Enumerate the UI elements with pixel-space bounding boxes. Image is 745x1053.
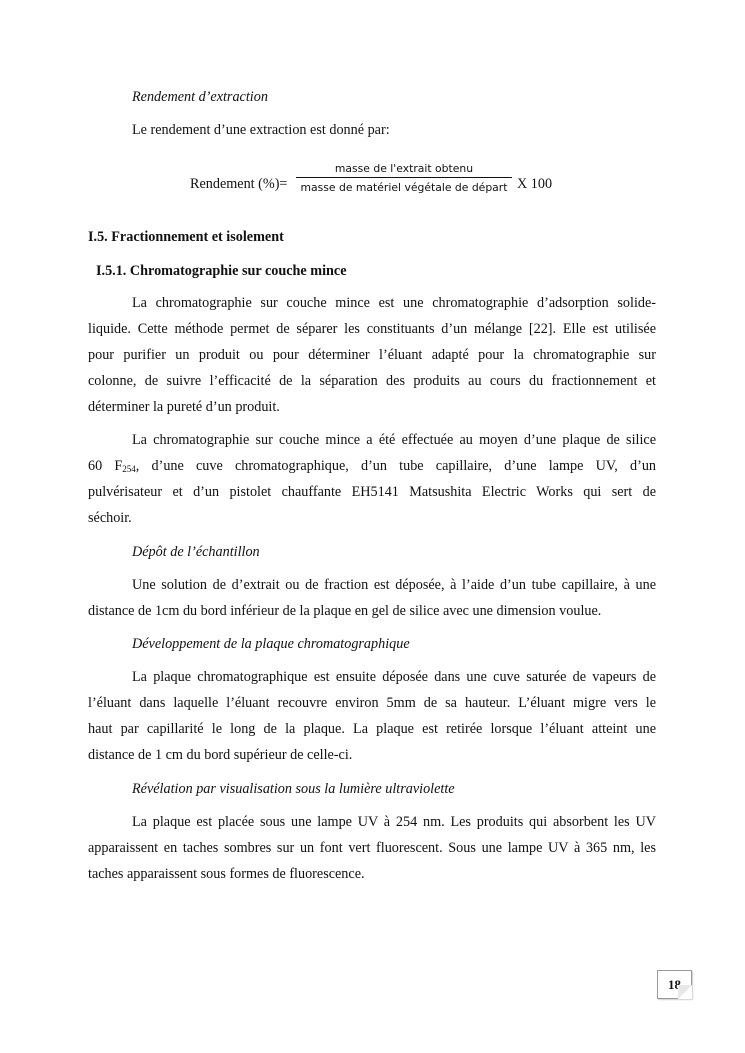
- section-heading-i51: I.5.1. Chromatographie sur couche mince: [96, 263, 347, 279]
- paragraph-line: La plaque chromatographique est ensuite déposée dans une cuve saturée de vapeurs de: [132, 669, 656, 685]
- formula-rhs: X 100: [517, 176, 553, 192]
- paragraph-line: apparaissent en taches sombres sur un font vert fluorescent. Sous une lampe UV à 365 nm, les: [88, 840, 656, 856]
- paragraph-line: séchoir.: [88, 510, 132, 526]
- formula-denominator: masse de matériel végétale de départ: [300, 181, 508, 194]
- formula-fraction: [296, 162, 512, 194]
- subheading-revelation: Révélation par visualisation sous la lumière ultraviolette: [132, 781, 455, 797]
- paragraph-line: l’éluant dans laquelle l’éluant recouvre environ 5mm de sa hauteur. L’éluant migre vers le: [88, 695, 656, 711]
- paragraph-line: Une solution de d’extrait ou de fraction est déposée, à l’aide d’un tube capillaire, à une: [132, 577, 656, 593]
- paragraph-line: La chromatographie sur couche mince est une chromatographie d’adsorption solide-: [132, 295, 656, 311]
- paragraph-line: pour purifier un produit ou pour déterminer l’éluant adapté pour la chromatographie sur: [88, 347, 656, 363]
- paragraph-line: distance de 1 cm du bord supérieur de celle-ci.: [88, 747, 353, 763]
- formula-lhs: Rendement (%)=: [190, 176, 288, 192]
- paragraph-line: La chromatographie sur couche mince a été effectuée au moyen d’une plaque de silice: [132, 432, 656, 448]
- text-fragment: , d’une cuve chromatographique, d’un tube capillaire, d’une lampe UV, d’un: [135, 458, 657, 474]
- paragraph-line: taches apparaissent sous formes de fluorescence.: [88, 866, 365, 882]
- paragraph-line: haut par capillarité le long de la plaque. La plaque est retirée lorsque l’éluant atteint une: [88, 721, 656, 737]
- text-fragment: 60 F: [88, 458, 123, 474]
- rendement-formula: [190, 162, 570, 202]
- paragraph-line: distance de 1cm du bord inférieur de la plaque en gel de silice avec une dimension voulue.: [88, 603, 602, 619]
- subheading-depot: Dépôt de l’échantillon: [132, 544, 260, 560]
- paragraph-line: colonne, de suivre l’efficacité de la séparation des produits au cours du fractionnement et: [88, 373, 656, 389]
- intro-rendement: Le rendement d’une extraction est donné par:: [132, 122, 390, 138]
- paragraph-line: pulvérisateur et d’un pistolet chauffante EH5141 Matsushita Electric Works qui sert de: [88, 484, 656, 500]
- paragraph-line: La plaque est placée sous une lampe UV à 254 nm. Les produits qui absorbent les UV: [132, 814, 656, 830]
- formula-numerator: masse de l'extrait obtenu: [296, 162, 512, 178]
- subheading-developpement: Développement de la plaque chromatographique: [132, 636, 410, 652]
- paragraph-line: liquide. Cette méthode permet de séparer les constituants d’un mélange [22]. Elle est utilisée: [88, 321, 656, 337]
- subheading-rendement: Rendement d’extraction: [132, 89, 268, 105]
- page-number: 18: [668, 977, 681, 992]
- page-number-box: [657, 970, 692, 999]
- paragraph-line: [88, 458, 656, 475]
- subscript: 254: [122, 464, 136, 474]
- paragraph-line: déterminer la pureté d’un produit.: [88, 399, 280, 415]
- section-heading-i5: I.5. Fractionnement et isolement: [88, 229, 284, 245]
